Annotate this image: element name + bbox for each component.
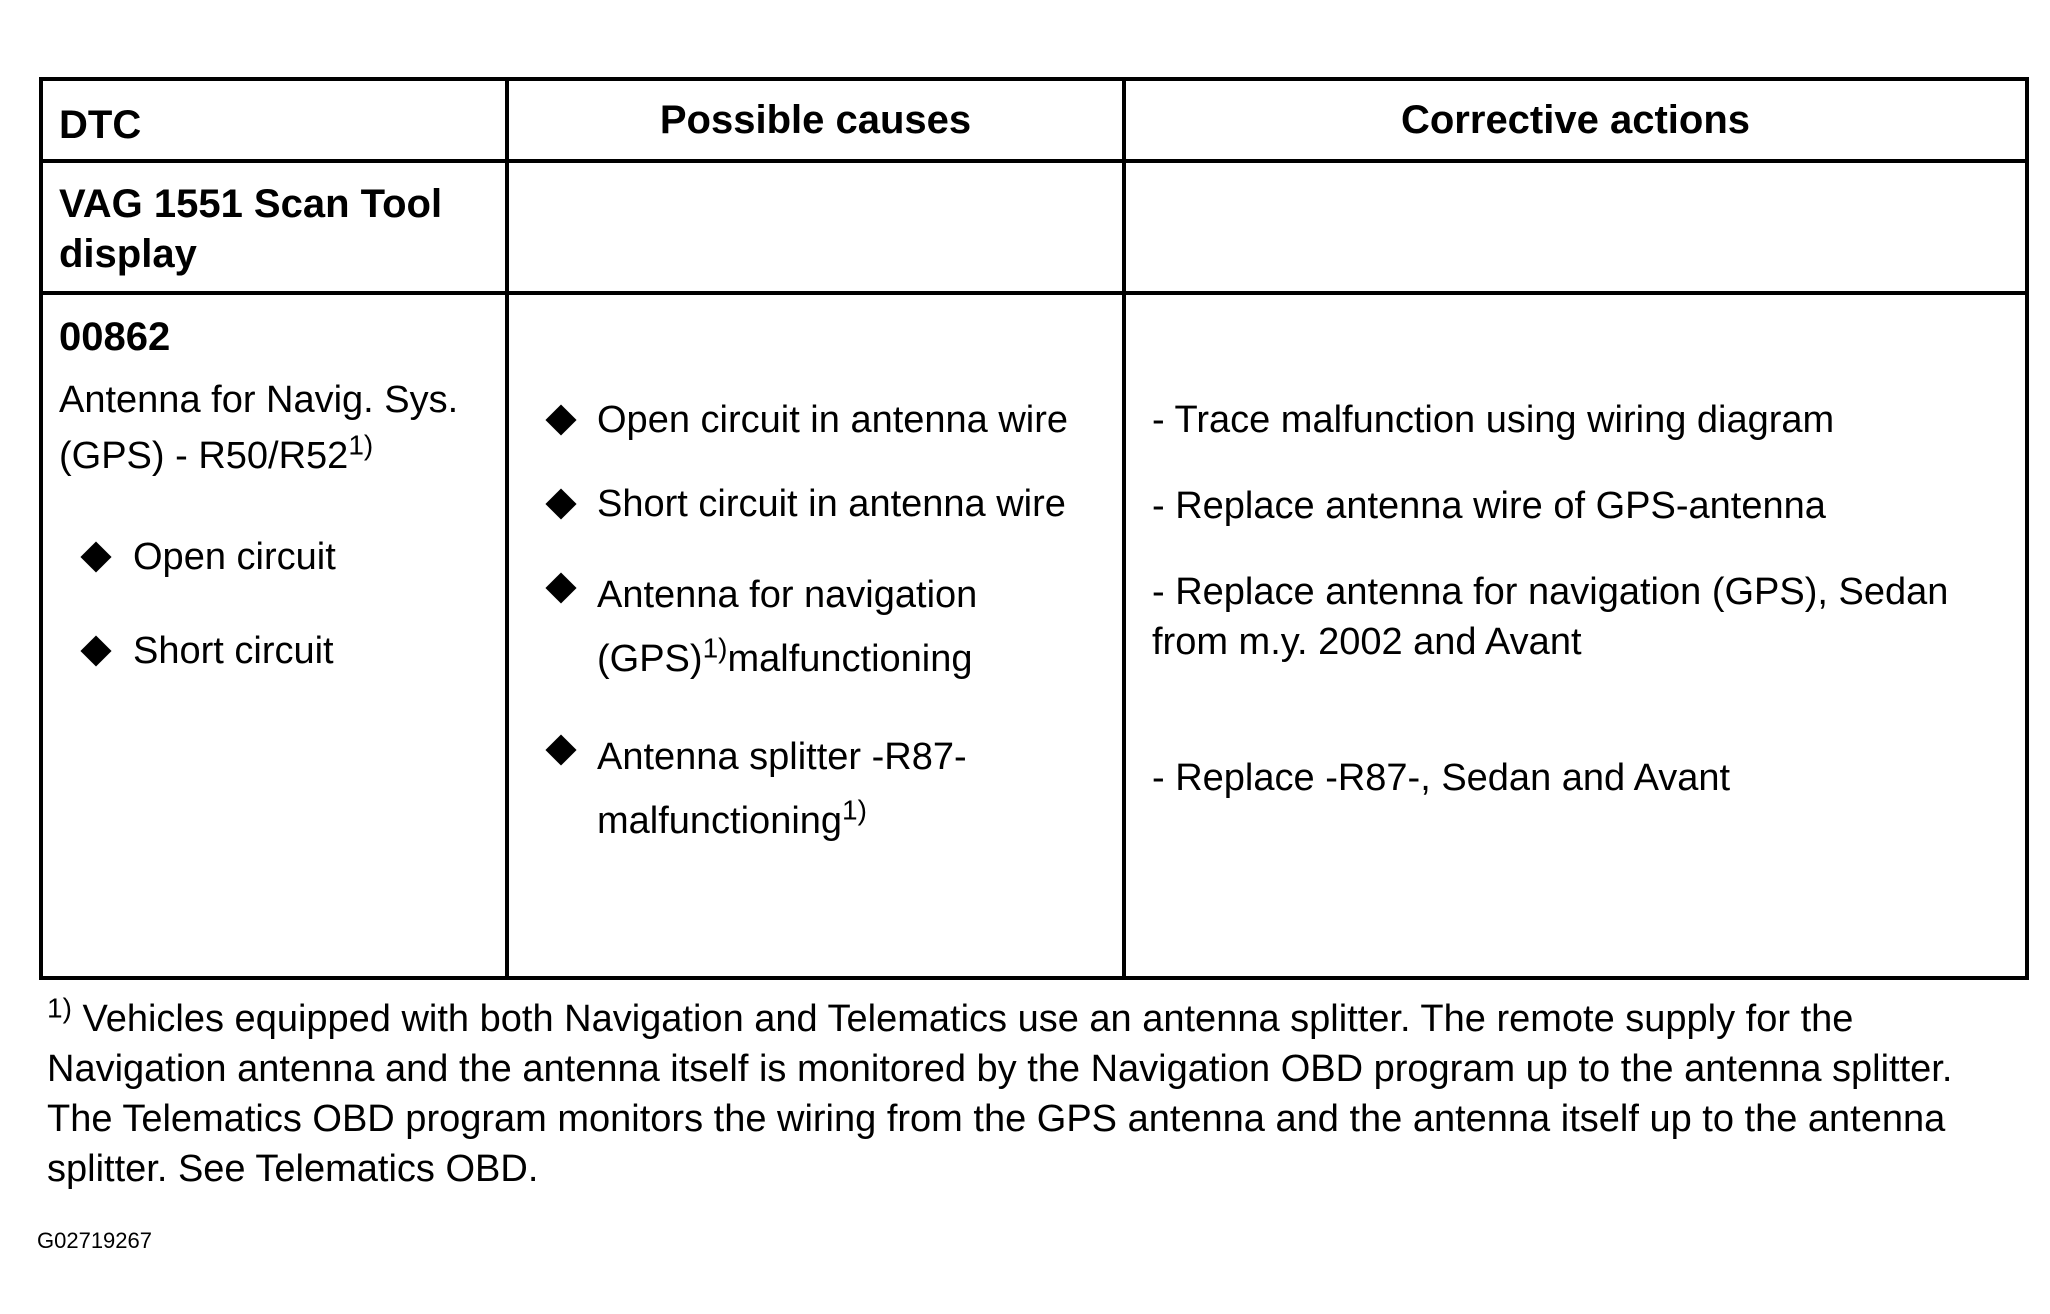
list-item: Open circuit [43,532,505,582]
header-row [41,79,2027,161]
scan-tool-display-header: VAG 1551 Scan Tool display [41,161,507,293]
empty-subheader-cell [1124,161,2027,293]
bullet-diamond-icon [545,572,576,603]
footnote-ref: 1) [702,632,728,664]
possible-causes-cell [507,293,1124,978]
list-item: - Replace -R87-, Sedan and Avant [1152,757,1731,799]
causes-list [509,295,1122,853]
component-line-2: (GPS) - R50/R52 [59,435,349,477]
bullet-diamond-icon [545,404,576,435]
footnote-text: Vehicles equipped with both Navigation and Telematics use an antenna splitter. The remote supply for the Navigation antenna and the antenna itself is monitored by the Navigation OBD program up to the antenna splitter. The Telematics OBD program monitors the wiring from the GPS antenna and the antenna itself up to the antenna splitter. See Telematics OBD. [47,998,1953,1190]
footnote [47,994,2017,1194]
bullet-diamond-icon [545,488,576,519]
component-name [43,372,505,484]
corrective-actions-header: Corrective actions [1124,79,2027,161]
component-line-1: Antenna for Navig. Sys. [59,379,459,421]
list-item: - Replace antenna for navigation (GPS), Sedan from m.y. 2002 and Avant [1152,571,1949,663]
list-item: - Replace antenna wire of GPS-antenna [1152,485,1826,527]
dtc-cell [41,293,507,978]
list-item: - Trace malfunction using wiring diagram [1152,399,1835,441]
list-item: Antenna for navigation (GPS)$^{1)}$malfunctioning [509,563,1106,691]
dtc-header: DTC [41,79,507,161]
figure-id: G02719267 [37,1228,152,1253]
list-item: Antenna splitter -R87- malfunctioning$^{1)}$ [509,725,1106,853]
list-item: Short circuit in antenna wire [509,479,1106,529]
possible-causes-header: Possible causes [507,79,1124,161]
actions-list [1126,295,2025,803]
bullet-diamond-icon [80,541,111,572]
footnote-ref: 1) [842,794,867,826]
bullet-diamond-icon [80,635,111,666]
list-item: Short circuit [43,626,505,676]
footnote-marker: 1) [47,992,72,1024]
symptom-list [43,484,505,676]
dtc-table [39,77,2029,980]
list-item: Open circuit in antenna wire [509,395,1106,445]
corrective-actions-cell [1124,293,2027,978]
dtc-code: 00862 [59,315,171,359]
empty-subheader-cell [507,161,1124,293]
bullet-diamond-icon [545,734,576,765]
footnote-ref: 1) [348,429,374,461]
table-row [41,293,2027,978]
subheader-row [41,161,2027,293]
